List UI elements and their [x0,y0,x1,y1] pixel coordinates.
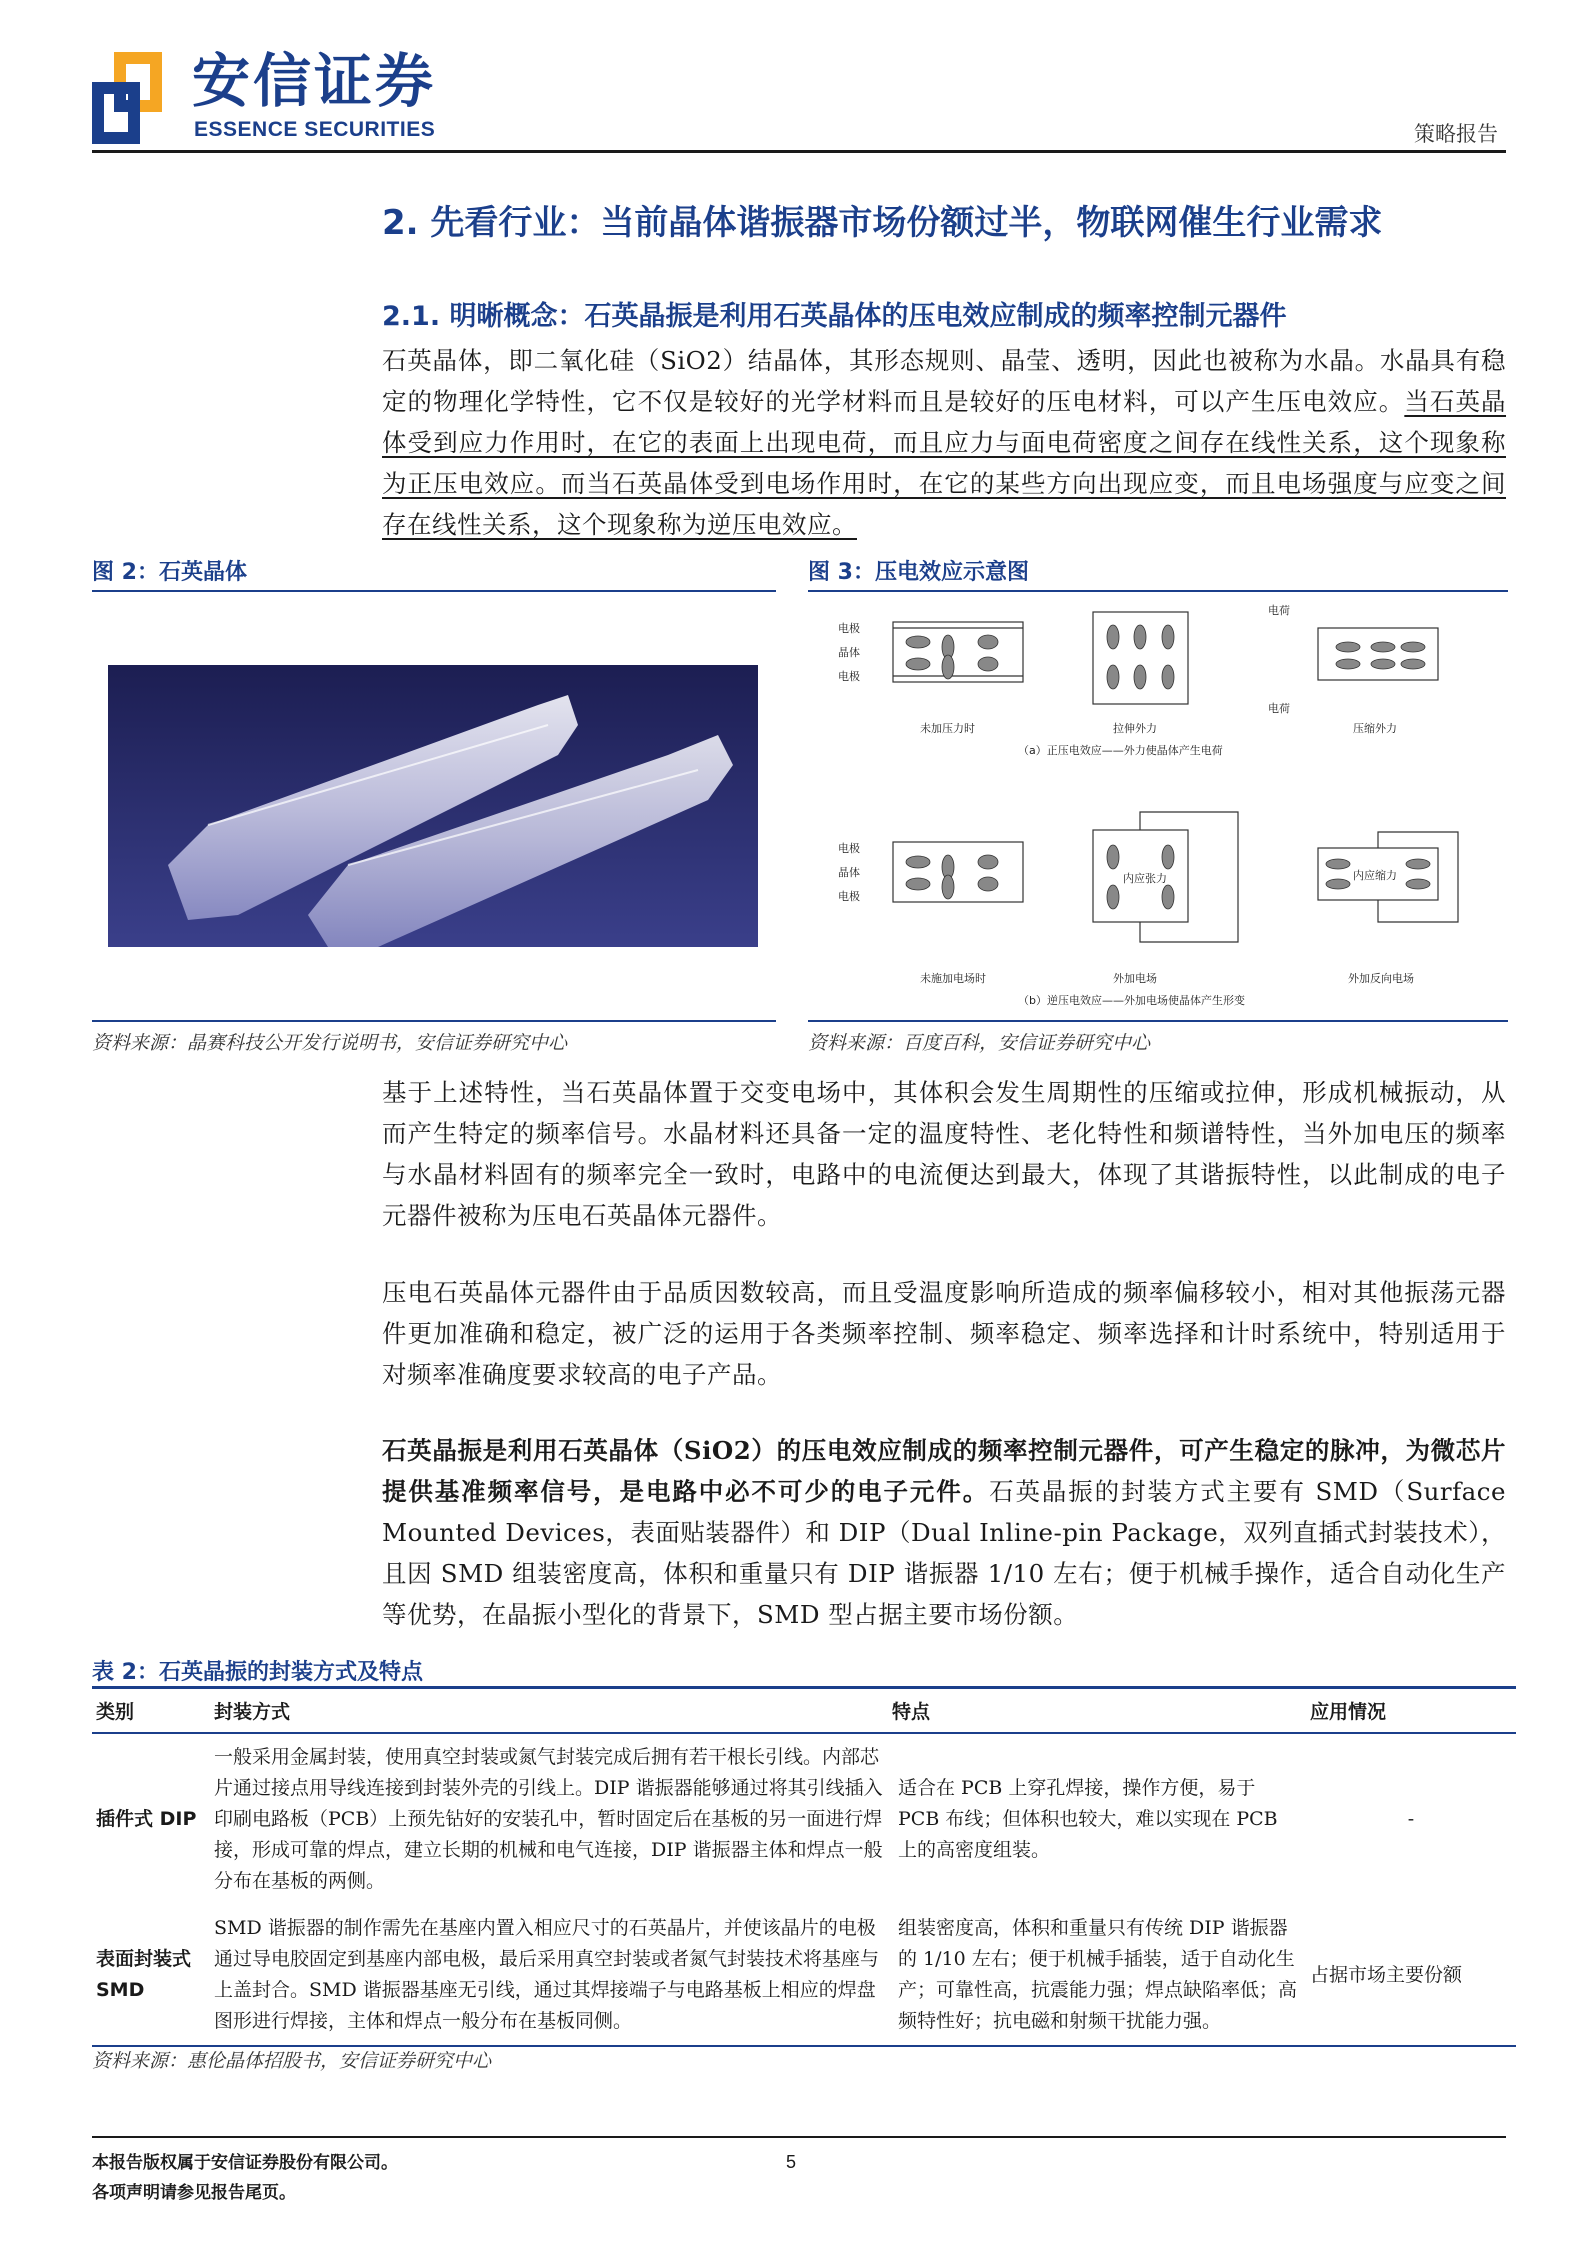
col-header-category: 类别 [92,1688,210,1734]
row-method: SMD 谐振器的制作需先在基座内置入相应尺寸的石英晶片，并使该晶片的电极通过导电胶固定到基座内部电极，最后采用真空封装或者氮气封装技术将基座与上盖封合。SMD 谐振器基座无引线，通过其焊接端子与电路基板上相应的焊盘图形进行焊接，主体和焊点一般分布在基板同侧。 [210,1905,888,2046]
label-tension: 拉伸外力 [1113,722,1157,735]
table-title: 表 2：石英晶振的封装方式及特点 [92,1660,423,1685]
caption-a: （a）正压电效应——外力使晶体产生电荷 [1018,744,1223,757]
row-category: 表面封装式 SMD [92,1905,210,2046]
fig3-bottom-rule [808,1020,1508,1022]
label-inner-shrink: 内应缩力 [1353,869,1397,882]
row-application: - [1407,1808,1415,1830]
fig2-source: 资料来源：晶赛科技公开发行说明书，安信证券研究中心 [92,1032,568,1054]
fig2-rule [92,590,776,592]
paragraph-stability: 压电石英晶体元器件由于品质因数较高，而且受温度影响所造成的频率偏移较小，相对其他振荡元器件更加准确和稳定，被广泛的运用于各类频率控制、频率稳定、频率选择和计时系统中，特别适用于对频率准确度要求较高的电子产品。 [382,1278,1506,1389]
label-no-force: 未加压力时 [920,722,975,735]
table-row [92,1733,1516,1905]
fig3-caption: 图 3：压电效应示意图 [808,560,1029,585]
fig2-caption: 图 2：石英晶体 [92,560,247,585]
label-crystal-b: 晶体 [838,866,860,879]
row-feature: 适合在 PCB 上穿孔焊接，操作方便，易于 PCB 布线；但体积也较大，难以实现在 PCB 上的高密度组装。 [898,1777,1278,1861]
table-source: 资料来源：惠伦晶体招股书，安信证券研究中心 [92,2050,492,2072]
label-no-field: 未施加电场时 [920,972,986,985]
footer-line-2: 各项声明请参见报告尾页。 [92,2183,296,2203]
packaging-table [92,1686,1516,2047]
report-type: 策略报告 [1414,122,1498,146]
col-header-application: 应用情况 [1306,1688,1516,1734]
caption-b: （b）逆压电效应——外加电场使晶体产生形变 [1018,994,1245,1007]
intro-underlined-text: 当石英晶体受到应力作用时，在它的表面上出现电荷，而且应力与面电荷密度之间存在线性关系，这个现象称为正压电效应。而当石英晶体受到电场作用时，在它的某些方向出现应变，而且电场强度与应变之间存在线性关系，这个现象称为逆压电效应。 [382,387,1507,539]
label-charge-bottom: 电荷 [1268,702,1290,715]
label-electrode-top: 电极 [838,622,860,635]
packaging-text: 石英晶振的封装方式主要有 SMD（Surface Mounted Devices，表面贴装器件）和 DIP（Dual Inline-pin Package，双列直插式封装技术），且因 SMD 组装密度高，体积和重量只有 DIP 谐振器 1/10 左右；便于机械手操作，适合自动化生产等优势，在晶振小型化的背景下，SMD 型占据主要市场份额。 [382,1477,1506,1629]
footer-divider [92,2136,1506,2138]
label-ext-field: 外加电场 [1113,972,1157,985]
table-row [92,1905,1516,2046]
paragraph-intro [382,340,1506,545]
col-header-method: 封装方式 [210,1688,888,1734]
row-category: 插件式 DIP [96,1808,197,1830]
packaging-bold-text: 石英晶振是利用石英晶体（SiO2）的压电效应制成的频率控制元器件，可产生稳定的脉冲，为微芯片提供基准频率信号，是电路中必不可少的电子元件。 [382,1436,1506,1506]
label-electrode-top-b: 电极 [838,842,860,855]
label-rev-field: 外加反向电场 [1348,972,1414,985]
col-header-feature: 特点 [888,1688,1306,1734]
fig2-bottom-rule [92,1020,776,1022]
row-feature: 组装密度高，体积和重量只有传统 DIP 谐振器的 1/10 左右；便于机械手插装，适于自动化生产；可靠性高，抗震能力强；焊点缺陷率低；高频特性好；抗电磁和射频干扰能力强。 [888,1905,1306,2046]
label-charge-top: 电荷 [1268,604,1290,617]
brand-name-cn: 安信证券 [192,47,437,115]
section-heading: 2. 先看行业：当前晶体谐振器市场份额过半，物联网催生行业需求 [382,203,1383,243]
label-crystal: 晶体 [838,646,860,659]
quartz-crystal-photo [108,665,758,947]
fig3-source: 资料来源：百度百科，安信证券研究中心 [808,1032,1151,1054]
label-inner-tension: 内应张力 [1123,872,1167,885]
page-number: 5 [786,2152,797,2172]
header-divider [92,150,1506,153]
paragraph-characteristics: 基于上述特性，当石英晶体置于交变电场中，其体积会发生周期性的压缩或拉伸，形成机械振动，从而产生特定的频率信号。水晶材料还具备一定的温度特性、老化特性和频谱特性，当外加电压的频率与水晶材料固有的频率完全一致时，电路中的电流便达到最大，体现了其谐振特性，以此制成的电子元器件被称为压电石英晶体元器件。 [382,1078,1506,1230]
brand-name-en: ESSENCE SECURITIES [194,118,436,141]
row-application: 占据市场主要份额 [1306,1905,1516,2046]
piezoelectric-diagram [808,592,1508,1022]
row-method: 一般采用金属封装，使用真空封装或氮气封装完成后拥有若干根长引线。内部芯片通过接点用导线连接到封装外壳的引线上。DIP 谐振器能够通过将其引线插入印刷电路板（PCB）上预先钻好的安装孔中，暂时固定后在基板的另一面进行焊接，形成可靠的焊点，建立长期的机械和电气连接，DIP 谐振器主体和焊点一般分布在基板的两侧。 [214,1746,883,1892]
label-electrode-bottom-b: 电极 [838,890,860,903]
footer-line-1: 本报告版权属于安信证券股份有限公司。 [92,2153,398,2173]
footer-disclaimer [92,2148,398,2208]
intro-text: 石英晶体，即二氧化硅（SiO2）结晶体，其形态规则、晶莹、透明，因此也被称为水晶。水晶具有稳定的物理化学特性，它不仅是较好的光学材料而且是较好的压电材料，可以产生压电效应。 [382,346,1506,416]
paragraph-packaging [382,1430,1506,1635]
label-electrode-bottom: 电极 [838,670,860,683]
brand-logo-icon [92,52,162,144]
subsection-heading: 2.1. 明晰概念：石英晶振是利用石英晶体的压电效应制成的频率控制元器件 [382,301,1287,332]
label-compression: 压缩外力 [1353,722,1397,735]
